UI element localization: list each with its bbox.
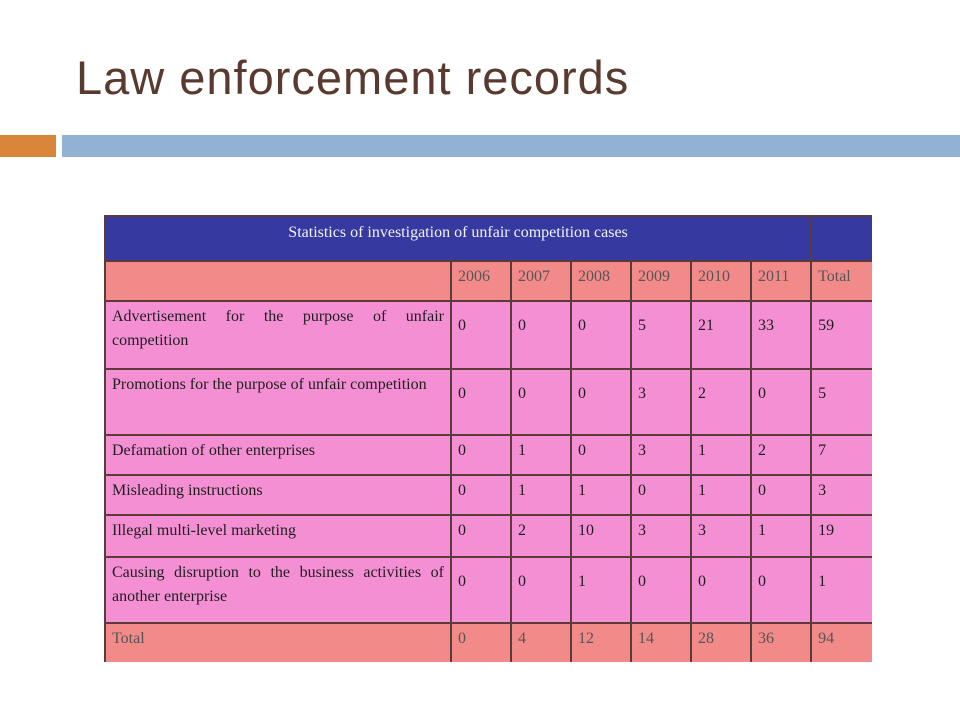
row-value: 1 [691, 475, 751, 515]
row-value: 2 [691, 369, 751, 435]
total-value: 0 [451, 623, 511, 662]
row-value: 0 [571, 301, 631, 369]
row-value: 0 [451, 369, 511, 435]
row-value: 0 [751, 369, 811, 435]
row-value: 33 [751, 301, 811, 369]
accent-bar-blue [62, 135, 960, 157]
row-value: 0 [631, 475, 691, 515]
row-value: 0 [571, 435, 631, 475]
row-value: 3 [631, 435, 691, 475]
row-value: 0 [571, 369, 631, 435]
row-value: 7 [811, 435, 872, 475]
table-caption-extra-cell [811, 216, 872, 261]
row-value: 0 [511, 301, 571, 369]
row-value: 1 [811, 557, 872, 623]
row-value: 1 [511, 435, 571, 475]
header-cell: 2007 [511, 261, 571, 301]
total-value: 36 [751, 623, 811, 662]
table-row [105, 557, 872, 623]
row-value: 0 [751, 557, 811, 623]
total-value: 28 [691, 623, 751, 662]
total-value: 14 [631, 623, 691, 662]
row-value: 3 [631, 515, 691, 557]
row-label: Promotions for the purpose of unfair competition [105, 369, 451, 435]
row-value: 59 [811, 301, 872, 369]
row-value: 0 [751, 475, 811, 515]
row-value: 3 [811, 475, 872, 515]
row-value: 0 [631, 557, 691, 623]
row-label: Illegal multi-level marketing [105, 515, 451, 557]
accent-bar-orange [0, 135, 56, 157]
table-row [105, 435, 872, 475]
row-value: 0 [511, 557, 571, 623]
table-row [105, 515, 872, 557]
row-value: 3 [691, 515, 751, 557]
total-value: 94 [811, 623, 872, 662]
header-cell: 2010 [691, 261, 751, 301]
table-row [105, 369, 872, 435]
row-value: 1 [751, 515, 811, 557]
row-value: 5 [811, 369, 872, 435]
row-label: Causing disruption to the business activities of another enterprise [105, 557, 451, 623]
header-empty-cell [105, 261, 451, 301]
row-label: Misleading instructions [105, 475, 451, 515]
row-value: 1 [691, 435, 751, 475]
table-caption: Statistics of investigation of unfair competition cases [105, 216, 811, 261]
total-value: 4 [511, 623, 571, 662]
statistics-table-image [104, 215, 872, 662]
row-value: 2 [751, 435, 811, 475]
header-cell: 2006 [451, 261, 511, 301]
row-value: 19 [811, 515, 872, 557]
row-value: 21 [691, 301, 751, 369]
row-value: 0 [451, 557, 511, 623]
table-header-row [105, 261, 872, 301]
row-label: Advertisement for the purpose of unfair competition [105, 301, 451, 369]
row-value: 1 [511, 475, 571, 515]
row-value: 5 [631, 301, 691, 369]
row-value: 3 [631, 369, 691, 435]
row-value: 0 [451, 301, 511, 369]
header-cell: 2009 [631, 261, 691, 301]
row-label: Defamation of other enterprises [105, 435, 451, 475]
slide-title: Law enforcement records [76, 51, 630, 104]
header-cell: 2011 [751, 261, 811, 301]
table-row [105, 301, 872, 369]
row-value: 10 [571, 515, 631, 557]
table-total-row [105, 623, 872, 662]
row-value: 0 [451, 515, 511, 557]
total-value: 12 [571, 623, 631, 662]
row-value: 1 [571, 557, 631, 623]
row-value: 1 [571, 475, 631, 515]
table-caption-row [105, 216, 872, 261]
row-value: 2 [511, 515, 571, 557]
statistics-table [104, 215, 872, 662]
row-value: 0 [451, 475, 511, 515]
total-label: Total [105, 623, 451, 662]
header-cell: 2008 [571, 261, 631, 301]
row-value: 0 [691, 557, 751, 623]
table-row [105, 475, 872, 515]
row-value: 0 [511, 369, 571, 435]
header-cell: Total [811, 261, 872, 301]
row-value: 0 [451, 435, 511, 475]
